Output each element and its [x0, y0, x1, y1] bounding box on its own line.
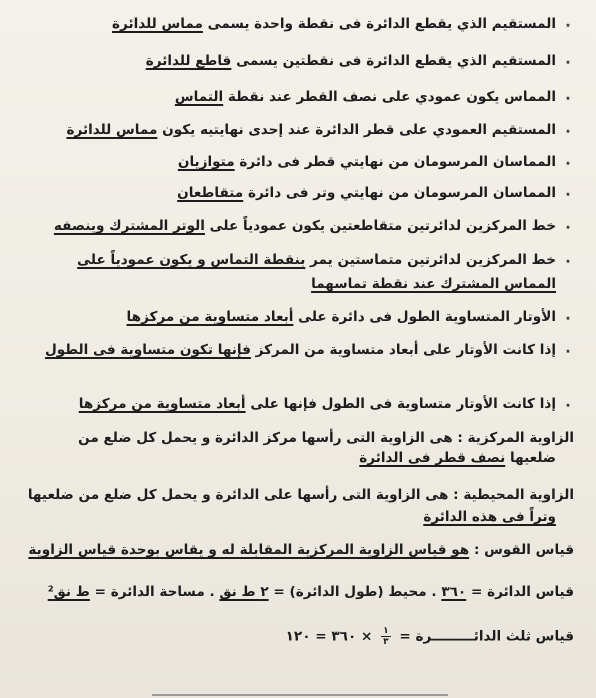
- fraction-one-third: $\frac{١}{٣}$: [383, 626, 389, 647]
- list-item: ٭المستقيم الذي يقطع الدائرة فى نقطة واحدة يسمى مماس للدائرة: [14, 14, 574, 36]
- list-item: ٭الأوتار المتساوية الطول فى دائرة على أبعاد متساوية من مركزها: [14, 307, 574, 329]
- bullet-icon: ٭: [565, 222, 571, 233]
- bullet-icon: ٭: [565, 189, 571, 200]
- bullet-icon: ٭: [565, 158, 571, 169]
- formula-third-circle: قياس ثلث الدائـــــــــرة = $\frac{١}{٣}$ × ٣٦٠ = ١٢٠: [285, 626, 574, 647]
- bullet-icon: ٭: [565, 126, 571, 137]
- list-item: ٭خط المركزين لدائرتين متقاطعتين يكون عمودياً على الوتر المشترك وينصفه: [14, 216, 574, 238]
- list-item: ٭خط المركزين لدائرتين متماستين يمر بنقطة التماس و يكون عمودياً على: [14, 250, 574, 272]
- bullet-icon: ٭: [565, 93, 571, 104]
- list-item: ٭المماس يكون عمودي على نصف القطر عند نقطة التماس: [14, 87, 574, 109]
- list-item-continuation: المماس المشترك عند نقطة تماسهما: [311, 276, 556, 292]
- bullet-icon: ٭: [565, 256, 571, 267]
- bullet-icon: ٭: [565, 313, 571, 324]
- bullet-icon: ٭: [565, 346, 571, 357]
- bullet-icon: ٭: [565, 57, 571, 68]
- definition-inscribed-angle: الزاوية المحيطية : هى الزاوية التى رأسها على الدائرة و يحمل كل ضلع من ضلعيها: [27, 487, 574, 503]
- list-item: ٭المماسان المرسومان من نهايتي وتر فى دائرة متقاطعان: [14, 183, 574, 205]
- bullet-icon: ٭: [565, 400, 571, 411]
- list-item: ٭إذا كانت الأوتار على أبعاد متساوية من المركز فإنها تكون متساوية فى الطول: [14, 340, 574, 362]
- definition-inscribed-angle-continuation: وتراً فى هذه الدائرة: [423, 509, 556, 525]
- formula-circle-measures: قياس الدائرة = ٣٦٠ . محيط (طول الدائرة) = ٢ ط نق . مساحة الدائرة = ط نق²: [47, 584, 574, 600]
- list-item: ٭إذا كانت الأوتار متساوية فى الطول فإنها على أبعاد متساوية من مركزها: [14, 394, 574, 416]
- list-item: ٭المستقيم العمودي على قطر الدائرة عند إحدى نهايتيه يكون مماس للدائرة: [14, 120, 574, 142]
- definition-central-angle-continuation: ضلعيها نصف قطر فى الدائرة: [359, 450, 556, 466]
- list-item: ٭المماسان المرسومان من نهايتي قطر فى دائرة متوازيان: [14, 152, 574, 174]
- page-bottom-divider: [152, 694, 448, 696]
- list-item: ٭المستقيم الذي يقطع الدائرة فى نقطتين يسمى قاطع للدائرة: [14, 51, 574, 73]
- definition-central-angle: الزاوية المركزية : هى الزاوية التى رأسها مركز الدائرة و يحمل كل ضلع من: [78, 430, 574, 446]
- definition-arc-measure: قياس القوس : هو قياس الزاوية المركزية المقابلة له و يقاس بوحدة قياس الزاوية: [28, 542, 574, 558]
- bullet-icon: ٭: [565, 20, 571, 31]
